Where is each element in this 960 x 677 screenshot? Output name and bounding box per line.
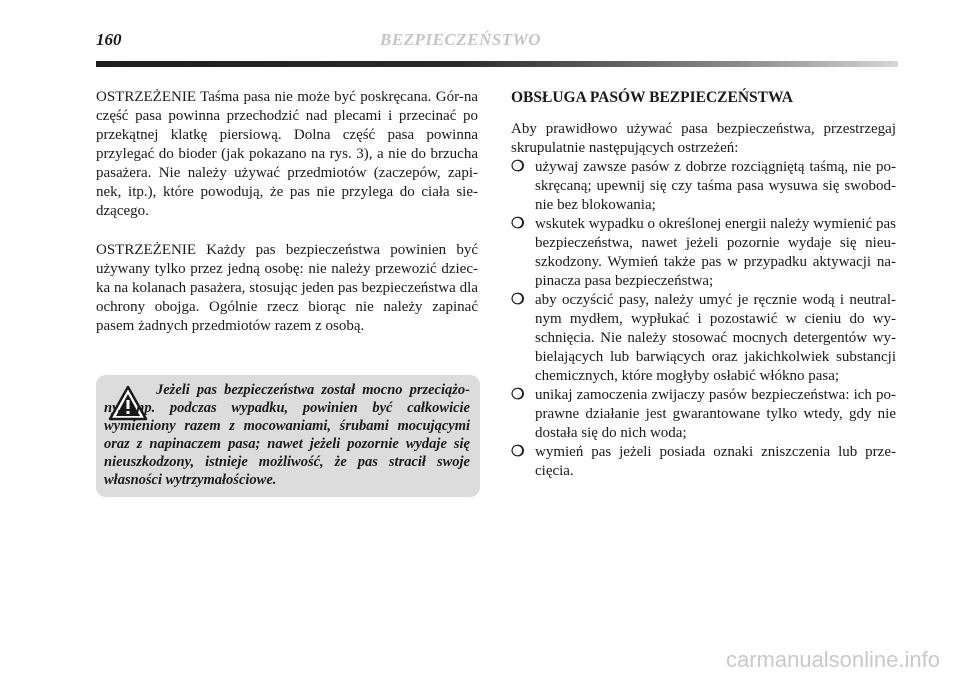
bullet-icon: ❍: [511, 292, 525, 308]
instruction-list: [511, 158, 896, 481]
watermark: carmanualsonline.info: [725, 647, 940, 672]
section-title: BEZPIECZEŃSTWO: [380, 30, 541, 49]
bullet-icon: ❍: [511, 387, 525, 403]
warning-paragraph-1: OSTRZEŻENIE Taśma pasa nie może być poskręcana. Gór-na część pasa powinna przechodzić nad plecami i przecinać po przekątnej klatkę piersiową. Dolna część pasa powinna przylegać do bioder (jak pokazano na rys. 3), a nie do brzucha pasażera. Nie należy używać przedmiotów (zaczepów, zapi-nek, itp.), które powodują, że pas nie przylega do ciała sie-dzącego.: [96, 89, 478, 219]
page-number: 160: [96, 30, 122, 49]
list-item: [511, 291, 896, 386]
list-item-text: aby oczyścić pasy, należy umyć je ręcznie wodą i neutral-nym mydłem, wypłukać i pozostawić w cieniu do wy-schnięcia. Nie należy stosować mocnych detergentów wy-bielających lub barwiących oraz jakichkolwiek substancji chemicznych, które mogłyby osłabić włókno pasa;: [535, 292, 896, 384]
section-heading: OBSŁUGA PASÓW BEZPIECZEŃSTWA: [511, 89, 793, 106]
intro-text: Aby prawidłowo używać pasa bezpieczeństwa, przestrzegaj skrupulatnie następujących ostrzeżeń:: [511, 121, 896, 156]
header-rule: [96, 61, 898, 67]
left-column: [96, 88, 478, 356]
warning-paragraph-2: OSTRZEŻENIE Każdy pas bezpieczeństwa powinien być używany tylko przez jedną osobę: nie należy przewozić dziec-ka na kolanach pasażera, stosując jeden pas bezpieczeństwa dla ochrony obojga. Ogólnie rzecz biorąc nie należy zapinać pasem żadnych przedmiotów razem z osobą.: [96, 242, 478, 334]
right-column: [511, 88, 896, 481]
list-item: [511, 386, 896, 443]
bullet-icon: ❍: [511, 159, 525, 175]
bullet-icon: ❍: [511, 216, 525, 232]
warning-box: [96, 375, 480, 497]
list-item: [511, 158, 896, 215]
list-item-text: używaj zawsze pasów z dobrze rozciągniętą taśmą, nie po-skręcaną; upewnij się czy taśma pasa wysuwa się swobod-nie bez blokowania;: [535, 159, 896, 213]
list-item-text: wymień pas jeżeli posiada oznaki zniszczenia lub prze-cięcia.: [535, 444, 896, 479]
list-item: [511, 443, 896, 481]
bullet-icon: ❍: [511, 444, 525, 460]
list-item: [511, 215, 896, 291]
warning-box-text: Jeżeli pas bezpieczeństwa został mocno przeciążo-ny, np. podczas wypadku, powinien być całkowicie wymieniony razem z mocowaniami, śrubami mocującymi oraz z napinaczem pasa; nawet jeżeli pozornie wydaje się nieuszkodzony, istnieje możliwość, że pas stracił swoje własności wytrzymałościowe.: [104, 382, 470, 488]
list-item-text: unikaj zamoczenia zwijaczy pasów bezpieczeństwa: ich po-prawne działanie jest gwarantowane tylko wtedy, gdy nie dostała się do nich woda;: [535, 387, 896, 441]
list-item-text: wskutek wypadku o określonej energii należy wymienić pas bezpieczeństwa, nawet jeżeli pozornie wydaje się nieu-szkodzony. Wymień także pas w przypadku aktywacji na-pinacza pasa bezpieczeństwa;: [535, 216, 896, 289]
